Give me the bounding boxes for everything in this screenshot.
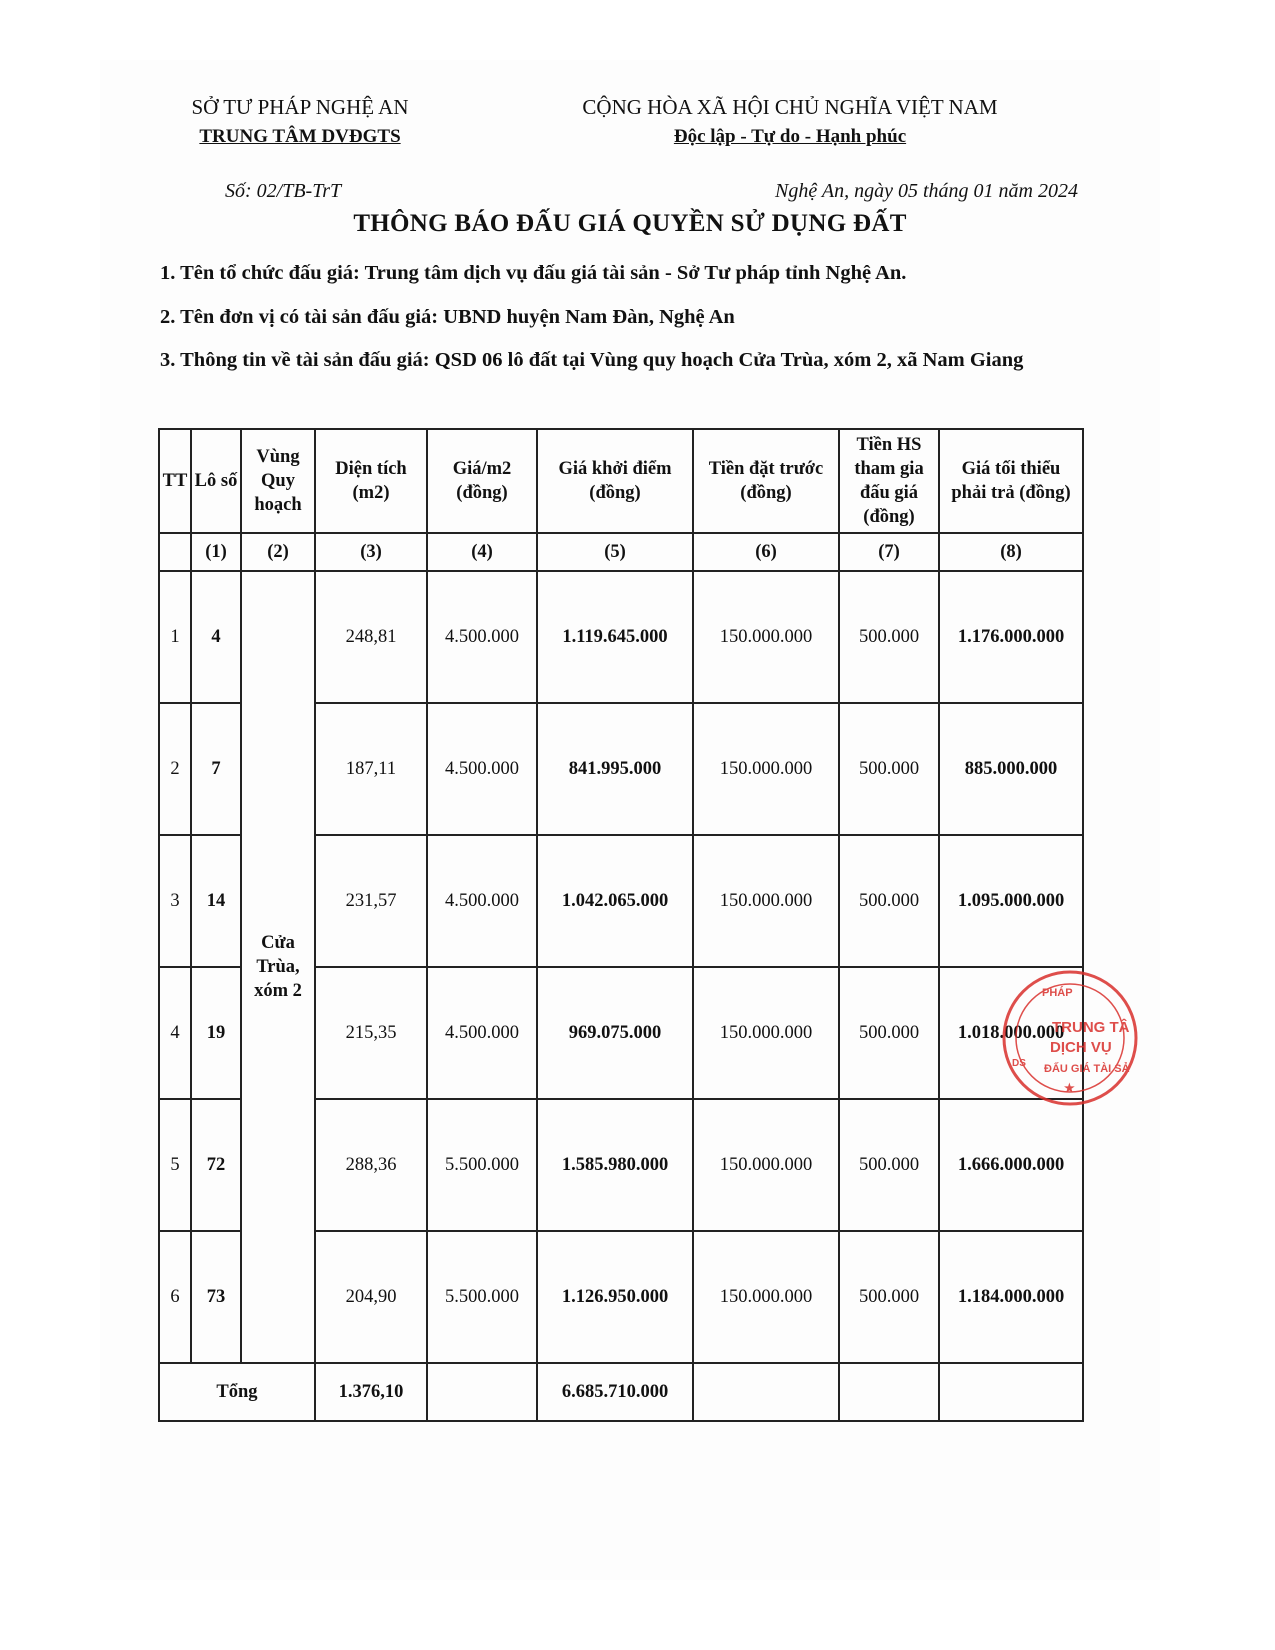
- cell-lot: 7: [191, 703, 241, 835]
- cell-start-price: 841.995.000: [537, 703, 693, 835]
- cell-min-price: 885.000.000: [939, 703, 1083, 835]
- cell-deposit: 150.000.000: [693, 1099, 839, 1231]
- col-header-price-m2: Giá/m2 (đồng): [427, 429, 537, 533]
- national-header: [560, 92, 1020, 152]
- country-name: CỘNG HÒA XÃ HỘI CHỦ NGHĨA VIỆT NAM: [582, 95, 998, 119]
- cell-tt: 5: [159, 1099, 191, 1231]
- cell-area: 288,36: [315, 1099, 427, 1231]
- col-header-lot: Lô số: [191, 429, 241, 533]
- cell-price-m2: 4.500.000: [427, 571, 537, 703]
- cell-price-m2: 5.500.000: [427, 1231, 537, 1363]
- official-stamp: [1000, 968, 1140, 1108]
- cell-min-price: 1.666.000.000: [939, 1099, 1083, 1231]
- cell-area: 231,57: [315, 835, 427, 967]
- cell-lot: 73: [191, 1231, 241, 1363]
- col-header-deposit: Tiền đặt trước (đồng): [693, 429, 839, 533]
- stamp-text: ĐẤU GIÁ TÀI SẢ: [1044, 1063, 1130, 1075]
- cell-deposit: 150.000.000: [693, 835, 839, 967]
- col-number: (6): [693, 533, 839, 571]
- col-number: (8): [939, 533, 1083, 571]
- column-number-row: [159, 533, 1083, 571]
- total-empty: [839, 1363, 939, 1421]
- cell-tt: 1: [159, 571, 191, 703]
- cell-tt: 2: [159, 703, 191, 835]
- col-header-region: Vùng Quy hoạch: [241, 429, 315, 533]
- stamp-text: DỊCH VỤ: [1050, 1039, 1112, 1056]
- cell-min-price: 1.095.000.000: [939, 835, 1083, 967]
- cell-fee: 500.000: [839, 703, 939, 835]
- cell-start-price: 1.119.645.000: [537, 571, 693, 703]
- asset-info: 3. Thông tin về tài sản đấu giá: QSD 06 lô đất tại Vùng quy hoạch Cửa Trùa, xóm 2, xã Nam Giang: [160, 349, 1024, 371]
- cell-deposit: 150.000.000: [693, 1231, 839, 1363]
- cell-lot: 19: [191, 967, 241, 1099]
- cell-tt: 4: [159, 967, 191, 1099]
- cell-area: 215,35: [315, 967, 427, 1099]
- cell-price-m2: 4.500.000: [427, 835, 537, 967]
- col-number: (4): [427, 533, 537, 571]
- cell-lot: 14: [191, 835, 241, 967]
- cell-area: 248,81: [315, 571, 427, 703]
- col-header-tt: TT: [159, 429, 191, 533]
- cell-price-m2: 4.500.000: [427, 703, 537, 835]
- stamp-text: TRUNG TÂ: [1052, 1019, 1130, 1036]
- cell-deposit: 150.000.000: [693, 703, 839, 835]
- total-start-price: 6.685.710.000: [537, 1363, 693, 1421]
- asset-owner: 2. Tên đơn vị có tài sản đấu giá: UBND huyện Nam Đàn, Nghệ An: [160, 306, 735, 328]
- cell-start-price: 1.585.980.000: [537, 1099, 693, 1231]
- cell-start-price: 1.126.950.000: [537, 1231, 693, 1363]
- stamp-star-icon: ★: [1064, 1081, 1075, 1095]
- stamp-inner-ring: [1016, 984, 1124, 1092]
- auction-table: [158, 428, 1084, 1422]
- cell-lot: 4: [191, 571, 241, 703]
- issuer-center: TRUNG TÂM DVĐGTS: [199, 126, 401, 147]
- total-empty: [427, 1363, 537, 1421]
- cell-deposit: 150.000.000: [693, 571, 839, 703]
- col-header-min-price: Giá tối thiểu phải trả (đồng): [939, 429, 1083, 533]
- cell-area: 204,90: [315, 1231, 427, 1363]
- total-row: [159, 1363, 1083, 1421]
- col-header-fee: Tiền HS tham gia đấu giá (đồng): [839, 429, 939, 533]
- auction-organization: 1. Tên tổ chức đấu giá: Trung tâm dịch vụ đấu giá tài sản - Sở Tư pháp tỉnh Nghệ An.: [160, 262, 907, 284]
- cell-area: 187,11: [315, 703, 427, 835]
- cell-min-price: 1.018.000.000: [939, 967, 1083, 1099]
- cell-fee: 500.000: [839, 1231, 939, 1363]
- cell-start-price: 969.075.000: [537, 967, 693, 1099]
- total-area: 1.376,10: [315, 1363, 427, 1421]
- col-number: (3): [315, 533, 427, 571]
- cell-fee: 500.000: [839, 571, 939, 703]
- cell-lot: 72: [191, 1099, 241, 1231]
- cell-price-m2: 4.500.000: [427, 967, 537, 1099]
- stamp-text: DS: [1012, 1058, 1026, 1069]
- issuer-block: [160, 92, 440, 152]
- col-number: (2): [241, 533, 315, 571]
- cell-region: Cửa Trùa, xóm 2: [241, 571, 315, 1363]
- cell-fee: 500.000: [839, 835, 939, 967]
- country-motto: Độc lập - Tự do - Hạnh phúc: [673, 126, 907, 147]
- cell-tt: 6: [159, 1231, 191, 1363]
- cell-min-price: 1.176.000.000: [939, 571, 1083, 703]
- total-empty: [693, 1363, 839, 1421]
- total-label: Tổng: [159, 1363, 315, 1421]
- col-number: (1): [191, 533, 241, 571]
- cell-deposit: 150.000.000: [693, 967, 839, 1099]
- cell-price-m2: 5.500.000: [427, 1099, 537, 1231]
- col-number: [159, 533, 191, 571]
- table-row: [159, 571, 1083, 703]
- place-date: Nghệ An, ngày 05 tháng 01 năm 2024: [775, 180, 1078, 202]
- issuer-department: SỞ TƯ PHÁP NGHỆ AN: [191, 95, 409, 119]
- cell-start-price: 1.042.065.000: [537, 835, 693, 967]
- col-number: (7): [839, 533, 939, 571]
- document-number: Số: 02/TB-TrT: [225, 180, 342, 202]
- document-title: THÔNG BÁO ĐẤU GIÁ QUYỀN SỬ DỤNG ĐẤT: [353, 210, 907, 237]
- col-header-area: Diện tích (m2): [315, 429, 427, 533]
- cell-min-price: 1.184.000.000: [939, 1231, 1083, 1363]
- cell-tt: 3: [159, 835, 191, 967]
- cell-fee: 500.000: [839, 967, 939, 1099]
- total-empty: [939, 1363, 1083, 1421]
- col-header-start-price: Giá khởi điểm (đồng): [537, 429, 693, 533]
- cell-fee: 500.000: [839, 1099, 939, 1231]
- table-header-row: [159, 429, 1083, 533]
- stamp-text: PHÁP: [1042, 987, 1073, 999]
- col-number: (5): [537, 533, 693, 571]
